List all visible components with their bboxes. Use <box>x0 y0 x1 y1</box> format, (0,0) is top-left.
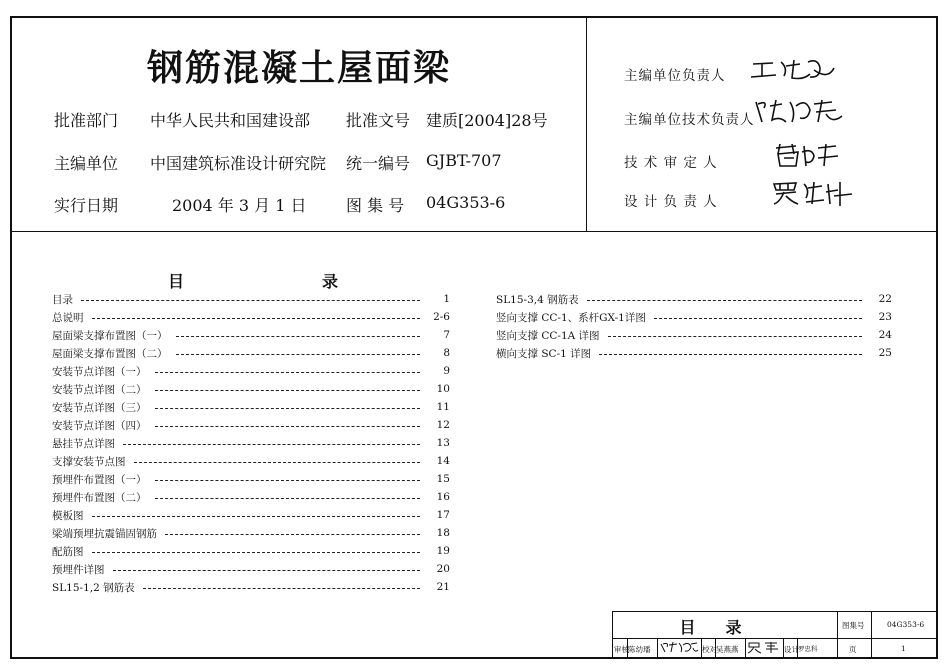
toc-row-page: 10 <box>436 383 450 395</box>
toc-row[interactable] <box>496 308 892 326</box>
title-block-page-label: 页 <box>849 645 857 654</box>
effective-date-value: 2004 年 3 月 1 日 <box>172 196 307 215</box>
header-divider <box>12 231 936 232</box>
signature-label-tech-lead: 主编单位技术负责人 <box>624 112 755 128</box>
toc-row[interactable] <box>52 434 450 452</box>
toc-row-page: 18 <box>436 527 450 539</box>
toc-row-page: 8 <box>443 347 450 359</box>
toc-leader <box>92 552 421 553</box>
toc-leader <box>176 354 421 355</box>
toc-row-label: 目录 <box>52 293 73 306</box>
toc-row-page: 9 <box>443 365 450 377</box>
toc-row-label: 预埋件布置图（一） <box>52 473 147 486</box>
signature-divider <box>586 18 587 231</box>
toc-row[interactable] <box>52 290 450 308</box>
toc-row-page: 11 <box>436 401 450 413</box>
toc-row[interactable] <box>52 344 450 362</box>
toc-row-page: 14 <box>436 455 450 467</box>
unified-no-value: GJBT-707 <box>426 151 502 170</box>
title-block <box>612 611 938 659</box>
toc-heading-lu: 录 <box>322 272 339 291</box>
editor-unit-label: 主编单位 <box>54 154 119 173</box>
title-block-check-signature <box>747 640 781 654</box>
toc-leader <box>92 516 421 517</box>
atlas-no-label: 图 集 号 <box>346 196 405 215</box>
toc-leader <box>134 462 421 463</box>
toc-leader <box>155 408 421 409</box>
toc-row-label: 屋面梁支撑布置图（一） <box>52 329 168 342</box>
toc-leader <box>165 534 420 535</box>
toc-leader <box>155 498 421 499</box>
toc-row[interactable] <box>52 416 450 434</box>
toc-leader <box>81 300 420 301</box>
toc-row[interactable] <box>496 344 892 362</box>
drawing-frame <box>10 16 938 659</box>
toc-row[interactable] <box>52 578 450 596</box>
toc-leader <box>155 390 421 391</box>
toc-row[interactable] <box>52 488 450 506</box>
toc-row-page: 25 <box>878 347 892 359</box>
title-block-design-label: 设计 <box>784 645 799 654</box>
atlas-title: 钢筋混凝土屋面梁 <box>146 48 451 89</box>
toc-row-label: 预埋件详图 <box>52 563 105 576</box>
signature-tech-lead <box>752 96 847 126</box>
toc-left-column <box>52 290 450 596</box>
title-block-divider <box>657 638 658 659</box>
title-block-page-value: 1 <box>901 644 906 653</box>
toc-row[interactable] <box>52 362 450 380</box>
title-block-review-label: 审核 <box>614 645 629 654</box>
approval-dept-label: 批准部门 <box>54 111 119 130</box>
toc-leader <box>113 570 421 571</box>
title-block-check-label: 校对 <box>702 645 717 654</box>
toc-row-label: 竖向支撑 CC-1A 详图 <box>496 329 600 342</box>
approval-doc-value: 建质[2004]28号 <box>426 111 548 130</box>
approval-dept-value: 中华人民共和国建设部 <box>150 111 311 130</box>
signature-label-technical-reviewer: 技 术 审 定 人 <box>624 155 718 171</box>
signature-chief-editor <box>748 54 838 84</box>
toc-leader <box>599 354 862 355</box>
toc-row[interactable] <box>52 308 450 326</box>
toc-row[interactable] <box>52 470 450 488</box>
title-block-divider <box>613 638 938 639</box>
title-block-title: 目录 <box>679 618 772 637</box>
toc-row-label: 安装节点详图（三） <box>52 401 147 414</box>
toc-row-page: 1 <box>443 293 450 305</box>
toc-row-page: 13 <box>436 437 450 449</box>
toc-row-page: 22 <box>878 293 892 305</box>
toc-row[interactable] <box>52 542 450 560</box>
toc-row-label: 安装节点详图（四） <box>52 419 147 432</box>
toc-row[interactable] <box>52 506 450 524</box>
toc-row[interactable] <box>496 290 892 308</box>
toc-row[interactable] <box>52 326 450 344</box>
title-block-atlas-label: 图集号 <box>842 621 865 630</box>
toc-row-label: 横向支撑 SC-1 详图 <box>496 347 592 360</box>
toc-right-column <box>496 290 892 362</box>
toc-leader <box>155 372 421 373</box>
toc-row-label: 总说明 <box>52 311 84 324</box>
toc-row-page: 21 <box>436 581 450 593</box>
toc-leader <box>176 336 421 337</box>
title-block-design-name: 罗忠科 <box>798 645 818 653</box>
title-block-divider <box>871 612 872 659</box>
toc-row-label: 预埋件布置图（二） <box>52 491 147 504</box>
toc-leader <box>143 588 420 589</box>
toc-row[interactable] <box>52 452 450 470</box>
toc-heading-mu: 目 <box>168 272 185 291</box>
toc-row-label: 梁端预埋抗震锚固钢筋 <box>52 527 157 540</box>
toc-row-page: 7 <box>443 329 450 341</box>
toc-row-label: 悬挂节点详图 <box>52 437 115 450</box>
toc-row[interactable] <box>496 326 892 344</box>
toc-row[interactable] <box>52 398 450 416</box>
toc-row-label: 安装节点详图（一） <box>52 365 147 378</box>
toc-row-label: 安装节点详图（二） <box>52 383 147 396</box>
title-block-review-signature <box>659 640 699 654</box>
approval-doc-label: 批准文号 <box>346 111 411 130</box>
toc-leader <box>654 318 862 319</box>
toc-row-label: SL15-1,2 钢筋表 <box>52 581 135 594</box>
toc-row-page: 12 <box>436 419 450 431</box>
toc-row-page: 17 <box>436 509 450 521</box>
toc-leader <box>608 336 862 337</box>
toc-row-label: 配筋图 <box>52 545 84 558</box>
signature-label-chief-editor: 主编单位负责人 <box>624 68 726 84</box>
toc-leader <box>587 300 862 301</box>
effective-date-label: 实行日期 <box>54 196 119 215</box>
toc-row[interactable] <box>52 560 450 578</box>
toc-row-page: 23 <box>878 311 892 323</box>
toc-leader <box>155 480 421 481</box>
title-block-check-name: 吴燕燕 <box>716 645 739 654</box>
toc-row-page: 20 <box>436 563 450 575</box>
toc-row-page: 24 <box>878 329 892 341</box>
toc-row-page: 19 <box>436 545 450 557</box>
signature-label-design-lead: 设 计 负 责 人 <box>624 194 718 210</box>
toc-row-page: 15 <box>436 473 450 485</box>
toc-leader <box>123 444 420 445</box>
unified-no-label: 统一编号 <box>346 154 411 173</box>
toc-row[interactable] <box>52 524 450 542</box>
title-block-review-name: 陈幼璠 <box>628 645 651 654</box>
toc-row-label: 支撑安装节点图 <box>52 455 126 468</box>
toc-row-label: SL15-3,4 钢筋表 <box>496 293 579 306</box>
toc-row-label: 模板图 <box>52 509 84 522</box>
toc-row[interactable] <box>52 380 450 398</box>
title-block-divider <box>745 638 746 659</box>
title-block-atlas-value: 04G353-6 <box>887 620 925 629</box>
toc-row-page: 2-6 <box>433 311 450 323</box>
editor-unit-value: 中国建筑标准设计研究院 <box>150 154 327 173</box>
signature-technical-reviewer <box>772 140 842 170</box>
atlas-no-value: 04G353-6 <box>426 193 506 212</box>
toc-leader <box>155 426 421 427</box>
toc-row-label: 屋面梁支撑布置图（二） <box>52 347 168 360</box>
toc-leader <box>92 318 421 319</box>
signature-design-lead <box>770 178 855 208</box>
toc-row-label: 竖向支撑 CC-1、系杆GX-1详图 <box>496 311 646 324</box>
toc-row-page: 16 <box>436 491 450 503</box>
